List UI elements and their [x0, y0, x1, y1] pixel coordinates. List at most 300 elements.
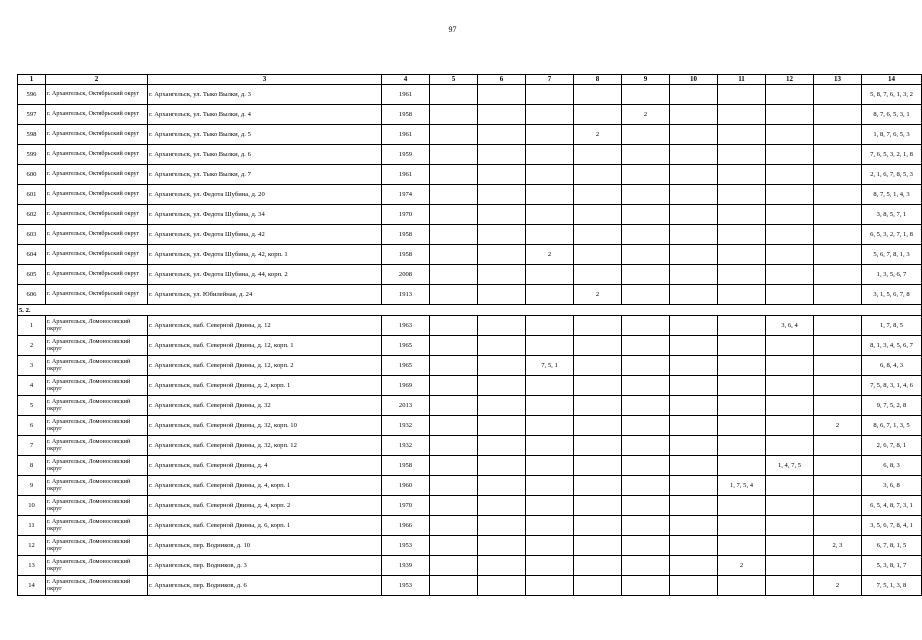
address-cell: г. Архангельск, ул. Тыко Вылки, д. 6: [148, 145, 382, 165]
value-cell-c11: [718, 436, 766, 456]
value-cell-c12: [766, 165, 814, 185]
value-cell-c11: [718, 85, 766, 105]
column-header-8: 8: [574, 75, 622, 85]
value-cell-c13: [814, 496, 862, 516]
value-cell-c5: [430, 556, 478, 576]
table-row: [18, 376, 922, 396]
sequence-cell: 8, 7, 6, 5, 3, 1: [862, 105, 922, 125]
value-cell-c9: [622, 225, 670, 245]
value-cell-c7: 2: [526, 245, 574, 265]
value-cell-c13: [814, 185, 862, 205]
value-cell-c12: [766, 185, 814, 205]
district-cell: г. Архангельск, Октябрьский округ: [46, 125, 148, 145]
address-cell: г. Архангельск, наб. Северной Двины, д. 2, корп. 1: [148, 376, 382, 396]
value-cell-c7: [526, 145, 574, 165]
value-cell-c5: [430, 476, 478, 496]
value-cell-c12: [766, 476, 814, 496]
sequence-cell: 6, 5, 3, 2, 7, 1, 8: [862, 225, 922, 245]
year-cell: 1932: [382, 436, 430, 456]
district-cell: г. Архангельск, Ломоносовский округ: [46, 496, 148, 516]
value-cell-c5: [430, 396, 478, 416]
value-cell-c9: 2: [622, 105, 670, 125]
value-cell-c10: [670, 105, 718, 125]
value-cell-c8: [574, 265, 622, 285]
table-row: [18, 265, 922, 285]
address-cell: г. Архангельск, наб. Северной Двины, д. 12, корп. 2: [148, 356, 382, 376]
value-cell-c5: [430, 245, 478, 265]
year-cell: 1965: [382, 336, 430, 356]
sequence-cell: 6, 8, 3: [862, 456, 922, 476]
address-cell: г. Архангельск, наб. Северной Двины, д. 4, корп. 1: [148, 476, 382, 496]
sequence-cell: 5, 3, 8, 1, 7: [862, 556, 922, 576]
year-cell: 1939: [382, 556, 430, 576]
value-cell-c6: [478, 185, 526, 205]
year-cell: 1961: [382, 125, 430, 145]
table-row: [18, 125, 922, 145]
table-row: [18, 536, 922, 556]
row-number: 603: [18, 225, 46, 245]
value-cell-c12: [766, 285, 814, 305]
value-cell-c7: [526, 376, 574, 396]
value-cell-c13: [814, 205, 862, 225]
value-cell-c13: [814, 245, 862, 265]
value-cell-c6: [478, 376, 526, 396]
value-cell-c6: [478, 476, 526, 496]
sequence-cell: 8, 1, 3, 4, 5, 6, 7: [862, 336, 922, 356]
district-cell: г. Архангельск, Октябрьский округ: [46, 165, 148, 185]
address-cell: г. Архангельск, наб. Северной Двины, д. 4: [148, 456, 382, 476]
row-number: 8: [18, 456, 46, 476]
value-cell-c5: [430, 316, 478, 336]
value-cell-c6: [478, 456, 526, 476]
value-cell-c6: [478, 125, 526, 145]
value-cell-c11: [718, 576, 766, 596]
value-cell-c10: [670, 205, 718, 225]
year-cell: 1953: [382, 576, 430, 596]
column-header-7: 7: [526, 75, 574, 85]
value-cell-c13: [814, 356, 862, 376]
table-row: [18, 356, 922, 376]
value-cell-c7: [526, 125, 574, 145]
row-number: 7: [18, 436, 46, 456]
value-cell-c5: [430, 376, 478, 396]
district-cell: г. Архангельск, Ломоносовский округ: [46, 576, 148, 596]
table-row: [18, 496, 922, 516]
value-cell-c13: [814, 396, 862, 416]
value-cell-c5: [430, 436, 478, 456]
value-cell-c7: [526, 205, 574, 225]
value-cell-c6: [478, 165, 526, 185]
value-cell-c9: [622, 456, 670, 476]
value-cell-c8: [574, 225, 622, 245]
value-cell-c12: [766, 265, 814, 285]
value-cell-c7: [526, 265, 574, 285]
value-cell-c10: [670, 125, 718, 145]
value-cell-c10: [670, 376, 718, 396]
sequence-cell: 3, 8, 5, 7, 1: [862, 205, 922, 225]
year-cell: 1970: [382, 205, 430, 225]
value-cell-c11: [718, 245, 766, 265]
value-cell-c11: [718, 396, 766, 416]
district-cell: г. Архангельск, Ломоносовский округ: [46, 556, 148, 576]
address-cell: г. Архангельск, пер. Водников, д. 10: [148, 536, 382, 556]
value-cell-c11: [718, 356, 766, 376]
value-cell-c6: [478, 265, 526, 285]
district-cell: г. Архангельск, Октябрьский округ: [46, 285, 148, 305]
value-cell-c10: [670, 356, 718, 376]
value-cell-c10: [670, 476, 718, 496]
value-cell-c7: [526, 456, 574, 476]
value-cell-c6: [478, 436, 526, 456]
column-header-4: 4: [382, 75, 430, 85]
section-row: [18, 305, 922, 316]
value-cell-c11: [718, 456, 766, 476]
value-cell-c9: [622, 265, 670, 285]
value-cell-c12: [766, 396, 814, 416]
value-cell-c9: [622, 205, 670, 225]
value-cell-c8: [574, 105, 622, 125]
row-number: 9: [18, 476, 46, 496]
value-cell-c5: [430, 85, 478, 105]
value-cell-c7: [526, 285, 574, 305]
table-row: [18, 185, 922, 205]
value-cell-c9: [622, 245, 670, 265]
column-header-10: 10: [670, 75, 718, 85]
table-row: [18, 396, 922, 416]
table-row: [18, 205, 922, 225]
sequence-cell: 2, 1, 6, 7, 8, 5, 3: [862, 165, 922, 185]
value-cell-c12: 1, 4, 7, 5: [766, 456, 814, 476]
year-cell: 1963: [382, 316, 430, 336]
value-cell-c11: [718, 165, 766, 185]
value-cell-c9: [622, 556, 670, 576]
value-cell-c13: [814, 336, 862, 356]
row-number: 601: [18, 185, 46, 205]
value-cell-c8: [574, 436, 622, 456]
value-cell-c9: [622, 496, 670, 516]
table-row: [18, 416, 922, 436]
value-cell-c8: [574, 516, 622, 536]
sequence-cell: 7, 6, 5, 3, 2, 1, 8: [862, 145, 922, 165]
address-cell: г. Архангельск, наб. Северной Двины, д. 32, корп. 12: [148, 436, 382, 456]
year-cell: 1960: [382, 476, 430, 496]
sequence-cell: 5, 8, 7, 6, 1, 3, 2: [862, 85, 922, 105]
value-cell-c10: [670, 165, 718, 185]
value-cell-c10: [670, 336, 718, 356]
value-cell-c8: [574, 85, 622, 105]
district-cell: г. Архангельск, Ломоносовский округ: [46, 396, 148, 416]
row-number: 6: [18, 416, 46, 436]
value-cell-c5: [430, 516, 478, 536]
row-number: 602: [18, 205, 46, 225]
address-cell: г. Архангельск, ул. Тыко Вылки, д. 7: [148, 165, 382, 185]
value-cell-c11: [718, 285, 766, 305]
value-cell-c8: [574, 145, 622, 165]
row-number: 13: [18, 556, 46, 576]
value-cell-c6: [478, 336, 526, 356]
address-cell: г. Архангельск, ул. Федота Шубина, д. 34: [148, 205, 382, 225]
district-cell: г. Архангельск, Октябрьский округ: [46, 245, 148, 265]
row-number: 600: [18, 165, 46, 185]
table-row: [18, 436, 922, 456]
sequence-cell: 1, 7, 8, 5: [862, 316, 922, 336]
value-cell-c8: [574, 456, 622, 476]
page-number: 97: [448, 25, 457, 34]
district-cell: г. Архангельск, Ломоносовский округ: [46, 516, 148, 536]
table-row: [18, 285, 922, 305]
value-cell-c13: [814, 145, 862, 165]
sequence-cell: 8, 7, 5, 1, 4, 3: [862, 185, 922, 205]
column-header-11: 11: [718, 75, 766, 85]
value-cell-c6: [478, 356, 526, 376]
value-cell-c7: [526, 165, 574, 185]
district-cell: г. Архангельск, Октябрьский округ: [46, 225, 148, 245]
value-cell-c8: [574, 396, 622, 416]
table-row: [18, 245, 922, 265]
row-number: 596: [18, 85, 46, 105]
value-cell-c5: [430, 456, 478, 476]
table-row: [18, 145, 922, 165]
district-cell: г. Архангельск, Ломоносовский округ: [46, 316, 148, 336]
value-cell-c5: [430, 105, 478, 125]
value-cell-c6: [478, 576, 526, 596]
value-cell-c5: [430, 165, 478, 185]
value-cell-c6: [478, 416, 526, 436]
value-cell-c11: [718, 536, 766, 556]
value-cell-c12: [766, 376, 814, 396]
year-cell: 1969: [382, 376, 430, 396]
value-cell-c12: [766, 416, 814, 436]
value-cell-c13: [814, 556, 862, 576]
year-cell: 1961: [382, 165, 430, 185]
value-cell-c13: [814, 376, 862, 396]
year-cell: 2008: [382, 265, 430, 285]
value-cell-c10: [670, 285, 718, 305]
table-row: [18, 316, 922, 336]
value-cell-c12: [766, 336, 814, 356]
value-cell-c7: [526, 225, 574, 245]
value-cell-c7: [526, 556, 574, 576]
value-cell-c9: [622, 576, 670, 596]
value-cell-c12: [766, 516, 814, 536]
value-cell-c13: [814, 125, 862, 145]
value-cell-c11: [718, 336, 766, 356]
value-cell-c8: [574, 165, 622, 185]
value-cell-c12: [766, 576, 814, 596]
value-cell-c5: [430, 496, 478, 516]
table-row: [18, 225, 922, 245]
value-cell-c11: [718, 265, 766, 285]
column-header-5: 5: [430, 75, 478, 85]
value-cell-c6: [478, 536, 526, 556]
table-body: [18, 85, 922, 596]
address-cell: г. Архангельск, ул. Тыко Вылки, д. 4: [148, 105, 382, 125]
district-cell: г. Архангельск, Октябрьский округ: [46, 185, 148, 205]
value-cell-c10: [670, 145, 718, 165]
value-cell-c7: [526, 436, 574, 456]
year-cell: 1932: [382, 416, 430, 436]
table-row: [18, 516, 922, 536]
district-cell: г. Архангельск, Октябрьский округ: [46, 105, 148, 125]
value-cell-c6: [478, 556, 526, 576]
address-cell: г. Архангельск, ул. Федота Шубина, д. 42, корп. 1: [148, 245, 382, 265]
value-cell-c8: 2: [574, 285, 622, 305]
value-cell-c10: [670, 225, 718, 245]
column-header-6: 6: [478, 75, 526, 85]
registry-table: [17, 74, 922, 596]
sequence-cell: 1, 3, 5, 6, 7: [862, 265, 922, 285]
table-row: [18, 576, 922, 596]
value-cell-c7: [526, 576, 574, 596]
district-cell: г. Архангельск, Октябрьский округ: [46, 265, 148, 285]
sequence-cell: 1, 8, 7, 6, 5, 3: [862, 125, 922, 145]
value-cell-c13: [814, 436, 862, 456]
value-cell-c12: 3, 6, 4: [766, 316, 814, 336]
address-cell: г. Архангельск, наб. Северной Двины, д. 12, корп. 1: [148, 336, 382, 356]
year-cell: 1966: [382, 516, 430, 536]
value-cell-c6: [478, 396, 526, 416]
value-cell-c8: [574, 185, 622, 205]
table-row: [18, 105, 922, 125]
value-cell-c6: [478, 285, 526, 305]
year-cell: 1974: [382, 185, 430, 205]
value-cell-c6: [478, 245, 526, 265]
value-cell-c10: [670, 556, 718, 576]
value-cell-c9: [622, 396, 670, 416]
sequence-cell: 6, 8, 4, 3: [862, 356, 922, 376]
value-cell-c12: [766, 496, 814, 516]
column-header-3: 3: [148, 75, 382, 85]
row-number: 14: [18, 576, 46, 596]
row-number: 598: [18, 125, 46, 145]
value-cell-c13: [814, 516, 862, 536]
value-cell-c5: [430, 416, 478, 436]
value-cell-c11: [718, 516, 766, 536]
value-cell-c9: [622, 516, 670, 536]
value-cell-c11: [718, 205, 766, 225]
row-number: 3: [18, 356, 46, 376]
value-cell-c11: 2: [718, 556, 766, 576]
value-cell-c5: [430, 536, 478, 556]
sequence-cell: 7, 5, 8, 3, 1, 4, 6: [862, 376, 922, 396]
value-cell-c8: [574, 416, 622, 436]
value-cell-c7: [526, 336, 574, 356]
address-cell: г. Архангельск, пер. Водников, д. 6: [148, 576, 382, 596]
value-cell-c13: [814, 85, 862, 105]
value-cell-c13: [814, 456, 862, 476]
section-label: 5. 2.: [18, 305, 922, 316]
value-cell-c11: 1, 7, 5, 4: [718, 476, 766, 496]
value-cell-c9: [622, 285, 670, 305]
district-cell: г. Архангельск, Ломоносовский округ: [46, 416, 148, 436]
value-cell-c7: [526, 496, 574, 516]
value-cell-c12: [766, 105, 814, 125]
value-cell-c12: [766, 125, 814, 145]
district-cell: г. Архангельск, Ломоносовский округ: [46, 436, 148, 456]
value-cell-c10: [670, 576, 718, 596]
value-cell-c5: [430, 576, 478, 596]
value-cell-c8: [574, 476, 622, 496]
address-cell: г. Архангельск, наб. Северной Двины, д. 12: [148, 316, 382, 336]
row-number: 597: [18, 105, 46, 125]
district-cell: г. Архангельск, Октябрьский округ: [46, 85, 148, 105]
value-cell-c12: [766, 356, 814, 376]
value-cell-c8: [574, 245, 622, 265]
value-cell-c9: [622, 316, 670, 336]
address-cell: г. Архангельск, ул. Тыко Вылки, д. 3: [148, 85, 382, 105]
row-number: 11: [18, 516, 46, 536]
year-cell: 1970: [382, 496, 430, 516]
value-cell-c5: [430, 265, 478, 285]
row-number: 605: [18, 265, 46, 285]
sequence-cell: 9, 7, 5, 2, 8: [862, 396, 922, 416]
value-cell-c9: [622, 536, 670, 556]
value-cell-c10: [670, 85, 718, 105]
row-number: 5: [18, 396, 46, 416]
value-cell-c6: [478, 205, 526, 225]
value-cell-c13: [814, 265, 862, 285]
value-cell-c10: [670, 316, 718, 336]
value-cell-c13: 2: [814, 576, 862, 596]
value-cell-c9: [622, 436, 670, 456]
value-cell-c10: [670, 516, 718, 536]
year-cell: 1961: [382, 85, 430, 105]
value-cell-c13: [814, 165, 862, 185]
row-number: 599: [18, 145, 46, 165]
district-cell: г. Архангельск, Ломоносовский округ: [46, 456, 148, 476]
column-header-13: 13: [814, 75, 862, 85]
value-cell-c6: [478, 145, 526, 165]
district-cell: г. Архангельск, Октябрьский округ: [46, 205, 148, 225]
district-cell: г. Архангельск, Ломоносовский округ: [46, 376, 148, 396]
value-cell-c8: [574, 496, 622, 516]
value-cell-c5: [430, 336, 478, 356]
column-header-9: 9: [622, 75, 670, 85]
column-header-2: 2: [46, 75, 148, 85]
value-cell-c13: [814, 225, 862, 245]
sequence-cell: 3, 5, 6, 7, 8, 4, 1: [862, 516, 922, 536]
row-number: 1: [18, 316, 46, 336]
value-cell-c13: 2: [814, 416, 862, 436]
value-cell-c9: [622, 165, 670, 185]
value-cell-c13: [814, 105, 862, 125]
value-cell-c12: [766, 145, 814, 165]
value-cell-c8: [574, 376, 622, 396]
district-cell: г. Архангельск, Ломоносовский округ: [46, 476, 148, 496]
value-cell-c10: [670, 536, 718, 556]
year-cell: 1959: [382, 145, 430, 165]
value-cell-c9: [622, 476, 670, 496]
value-cell-c7: [526, 85, 574, 105]
value-cell-c9: [622, 336, 670, 356]
district-cell: г. Архангельск, Ломоносовский округ: [46, 536, 148, 556]
address-cell: г. Архангельск, ул. Федота Шубина, д. 44, корп. 2: [148, 265, 382, 285]
value-cell-c10: [670, 496, 718, 516]
table-row: [18, 85, 922, 105]
value-cell-c7: [526, 316, 574, 336]
sequence-cell: 2, 6, 7, 8, 1: [862, 436, 922, 456]
district-cell: г. Архангельск, Ломоносовский округ: [46, 356, 148, 376]
value-cell-c7: [526, 476, 574, 496]
value-cell-c10: [670, 245, 718, 265]
value-cell-c10: [670, 416, 718, 436]
table-row: [18, 336, 922, 356]
row-number: 2: [18, 336, 46, 356]
value-cell-c10: [670, 436, 718, 456]
year-cell: 1913: [382, 285, 430, 305]
value-cell-c6: [478, 105, 526, 125]
value-cell-c9: [622, 85, 670, 105]
